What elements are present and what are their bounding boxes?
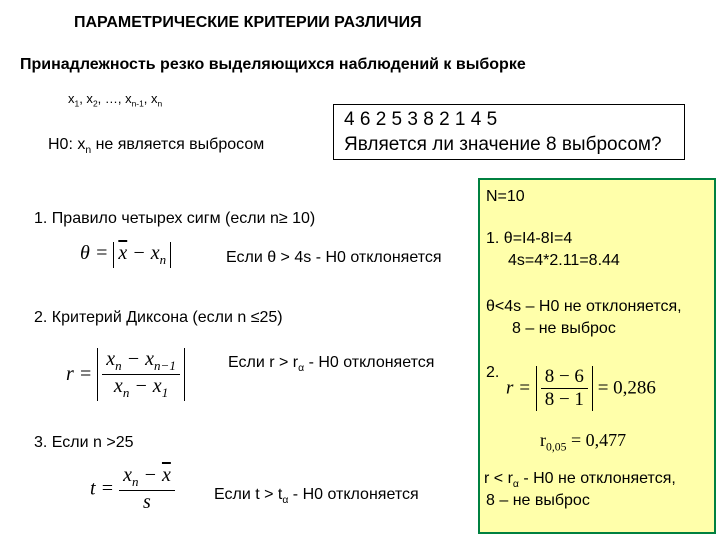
- solution-step2-conclusion: 8 – не выброс: [486, 492, 590, 509]
- method2-formula: r = $\frac{x_n - x_{n-1}}{x_n - x_1}$: [66, 348, 185, 401]
- solution-step1-4s: 4s=4*2.11=8.44: [508, 252, 620, 269]
- method3-formula: t = $\frac{x_n - \overline{x}}{s}$: [90, 464, 175, 514]
- sample-sequence: $x_1$, $x_2$, …, $x_{n-1}$, $x_n$: [68, 91, 163, 109]
- null-hypothesis: H0: $x_n$ не является выбросом: [48, 136, 265, 157]
- method1-label: 1. Правило четырех сигм (если n≥ 10): [34, 210, 316, 227]
- example-box: [333, 104, 685, 160]
- method1-formula: $\theta = \overline{x} - x_n$: [80, 242, 171, 268]
- solution-step1-conclusion: 8 – не выброс: [512, 320, 616, 337]
- solution-step1-compare: θ<4s – H0 не отклоняется,: [486, 298, 682, 315]
- example-question: Является ли значение 8 выбросом?: [344, 134, 662, 155]
- method1-rule: Если θ > 4s - H0 отклоняется: [226, 249, 442, 266]
- page-title: ПАРАМЕТРИЧЕСКИЕ КРИТЕРИИ РАЗЛИЧИЯ: [74, 14, 422, 31]
- solution-r-critical: $r_{0,05} = 0,477$: [540, 430, 627, 454]
- example-values: 4 6 2 5 3 8 2 1 4 5: [344, 109, 498, 130]
- page-subtitle: Принадлежность резко выделяющихся наблюдений к выборке: [20, 56, 526, 73]
- method3-label: 3. Если n >25: [34, 434, 134, 451]
- method2-label: 2. Критерий Диксона (если n ≤25): [34, 309, 283, 326]
- solution-step2-label: 2.: [486, 364, 500, 381]
- solution-step1-theta: 1. θ=I4-8I=4: [486, 230, 573, 247]
- solution-n: N=10: [486, 188, 525, 205]
- solution-step2-formula: r = $\frac{8 - 6}{8 - 1}$ = 0,286: [506, 366, 656, 410]
- method2-rule: Если $r > r_\alpha - H0$ отклоняется: [228, 354, 435, 375]
- method3-rule: Если $t > t_\alpha - H0$ отклоняется: [214, 486, 419, 507]
- solution-step2-compare: $r < r_\alpha - H0$ не отклоняется,: [484, 470, 676, 491]
- solution-box: [478, 178, 716, 534]
